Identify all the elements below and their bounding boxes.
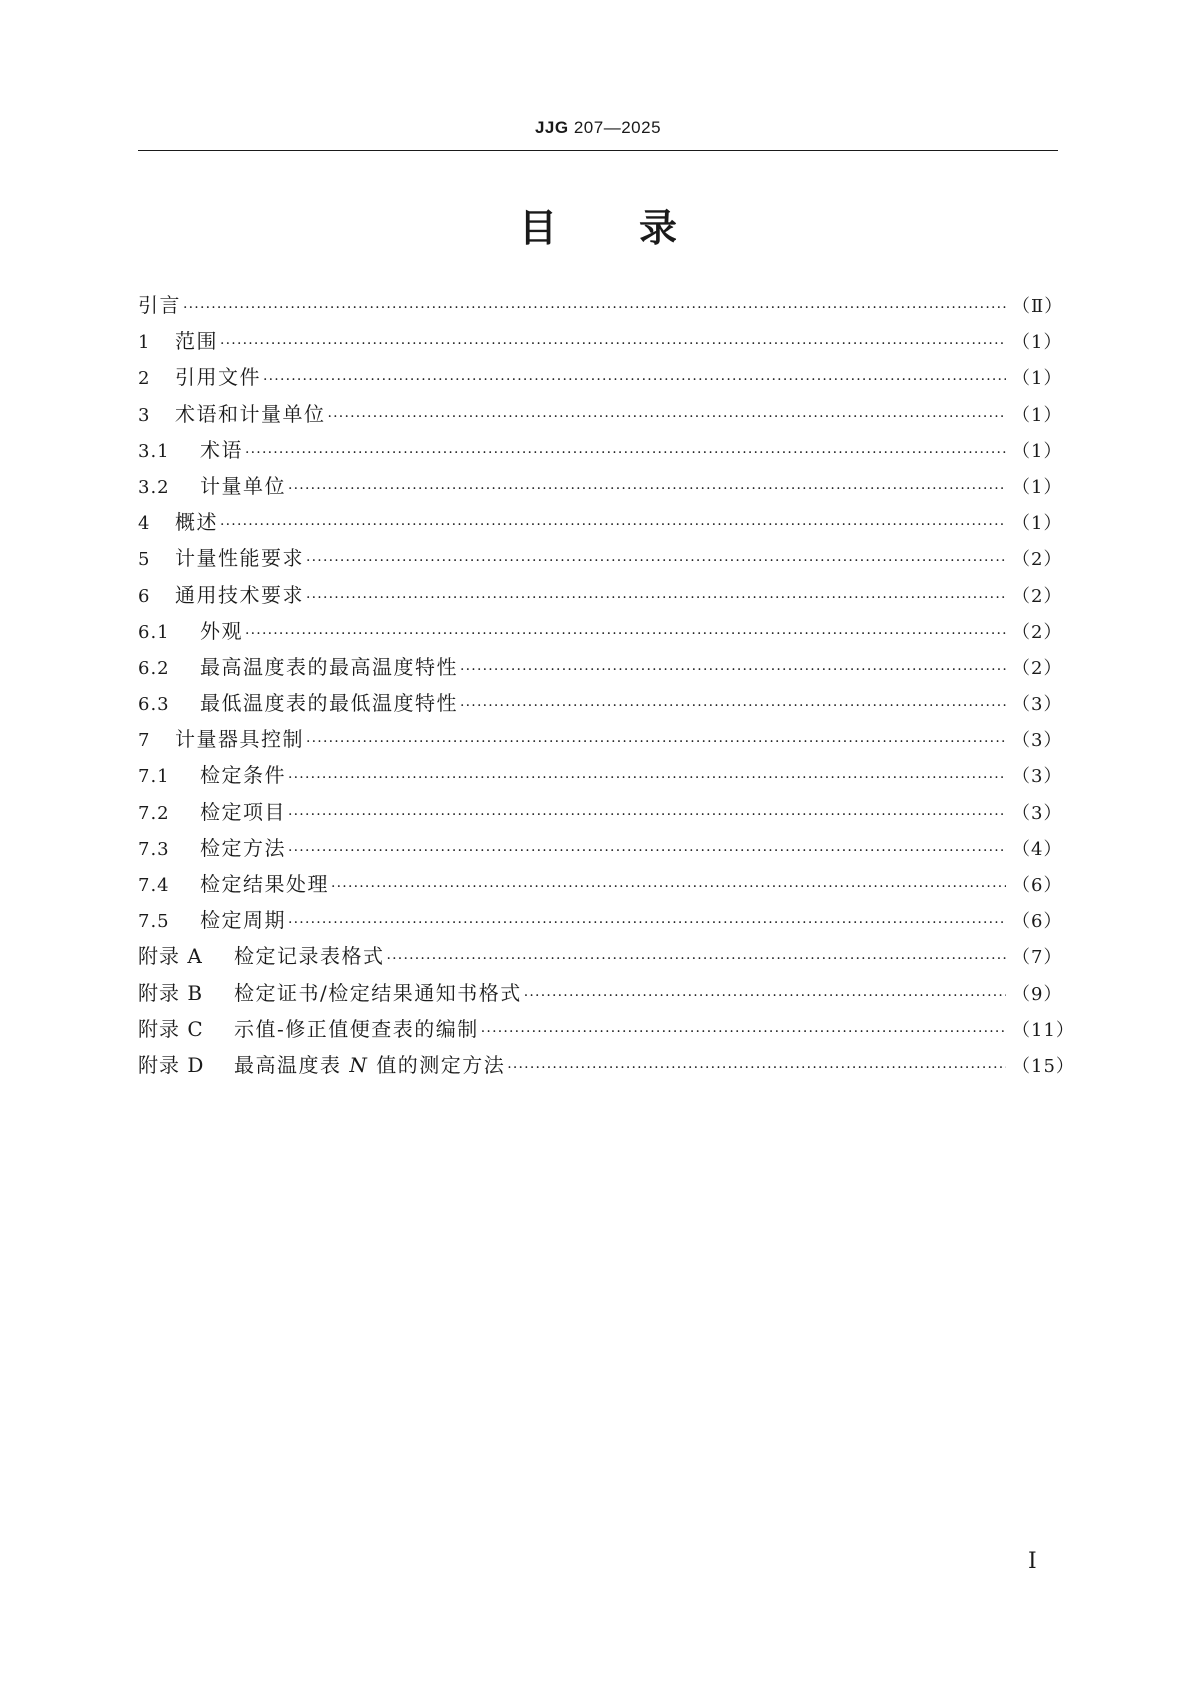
- toc-entry-label: 检定周期: [200, 908, 286, 933]
- toc-entry-page: （1）: [1012, 476, 1063, 498]
- toc-entry-3-2[interactable]: [138, 472, 1063, 508]
- toc-entry-label: 计量单位: [200, 473, 286, 498]
- toc-entry-introduction[interactable]: [138, 291, 1064, 327]
- toc-entry-page: （9）: [1012, 983, 1063, 1005]
- toc-entry-number: 3: [138, 404, 151, 426]
- toc-entry-number: 4: [138, 513, 151, 535]
- header-rule: [138, 150, 1058, 151]
- dot-leader: [524, 982, 1006, 1010]
- toc-entry-number: 7.2: [138, 802, 170, 824]
- toc-entry-page: （3）: [1012, 730, 1063, 752]
- toc-entry-number: 附录 D: [138, 1052, 205, 1077]
- toc-entry-1[interactable]: [138, 327, 1063, 363]
- toc-entry-6-2[interactable]: [138, 653, 1063, 689]
- toc-entry-7-2[interactable]: [138, 798, 1063, 834]
- toc-entry-label: 术语和计量单位: [175, 401, 326, 426]
- toc-entry-number: 1: [138, 332, 151, 354]
- toc-entry-label: 示值-修正值便查表的编制: [234, 1016, 479, 1041]
- dot-leader: [183, 294, 1006, 322]
- toc-entry-number: 7.5: [138, 911, 170, 933]
- toc-entry-7-5[interactable]: [138, 906, 1063, 942]
- dot-leader: [288, 475, 1006, 503]
- toc-entry-number: 3.1: [138, 440, 170, 462]
- standard-prefix: JJG: [534, 118, 569, 137]
- toc-entry-4[interactable]: [138, 508, 1063, 544]
- toc-entry-label: 范围: [175, 329, 218, 354]
- toc-entry-number: 附录 A: [138, 944, 203, 969]
- toc-entry-page: （3）: [1012, 802, 1063, 824]
- toc-entry-page: （15）: [1012, 1055, 1075, 1077]
- dot-leader: [288, 909, 1006, 937]
- dot-leader: [288, 764, 1006, 792]
- dot-leader: [306, 728, 1006, 756]
- toc-entry-label: 外观: [200, 618, 243, 643]
- toc-entry-label: 检定证书/检定结果通知书格式: [234, 980, 522, 1005]
- page-number: Ⅰ: [1028, 1549, 1037, 1574]
- toc-entry-appendix-c[interactable]: [138, 1015, 1075, 1051]
- dot-leader: [288, 837, 1006, 865]
- toc-title-char-1: 目: [518, 206, 557, 250]
- running-header: [138, 118, 1058, 138]
- table-of-contents: [138, 291, 1075, 1087]
- toc-entry-appendix-b[interactable]: [138, 979, 1063, 1015]
- dot-leader: [220, 511, 1006, 539]
- label-part: 最高温度表: [234, 1052, 350, 1077]
- toc-entry-number: 2: [138, 368, 151, 390]
- toc-entry-number: 7: [138, 730, 151, 752]
- dot-leader: [306, 584, 1006, 612]
- dot-leader: [245, 439, 1006, 467]
- toc-entry-7-4[interactable]: [138, 870, 1063, 906]
- toc-entry-page: （2）: [1012, 549, 1063, 571]
- toc-entry-2[interactable]: [138, 363, 1063, 399]
- toc-entry-6[interactable]: [138, 581, 1063, 617]
- toc-entry-label: 概述: [175, 510, 218, 535]
- toc-entry-number: 6: [138, 585, 151, 607]
- toc-entry-page: （1）: [1012, 368, 1063, 390]
- toc-entry-label: 检定项目: [200, 799, 286, 824]
- toc-entry-label: [234, 1051, 505, 1079]
- toc-entry-page: （1）: [1012, 332, 1063, 354]
- toc-entry-label: 计量性能要求: [175, 546, 304, 571]
- toc-entry-label: 计量器具控制: [175, 727, 304, 752]
- toc-entry-label: 检定方法: [200, 835, 286, 860]
- toc-entry-page: （2）: [1012, 621, 1063, 643]
- toc-entry-page: （3）: [1012, 694, 1063, 716]
- toc-entry-page: （11）: [1012, 1019, 1075, 1041]
- toc-entry-label: 引言: [138, 293, 181, 317]
- dot-leader: [387, 945, 1007, 973]
- label-part: 值的测定方法: [368, 1052, 506, 1077]
- dot-leader: [460, 656, 1006, 684]
- toc-entry-appendix-d[interactable]: [138, 1051, 1075, 1087]
- toc-entry-page: （7）: [1012, 947, 1063, 969]
- label-variable: N: [349, 1052, 369, 1077]
- toc-entry-page: （1）: [1012, 513, 1063, 535]
- toc-entry-number: 7.3: [138, 838, 170, 860]
- toc-entry-page: （6）: [1012, 875, 1063, 896]
- toc-entry-number: 6.1: [138, 621, 170, 643]
- toc-entry-3-1[interactable]: [138, 436, 1063, 472]
- toc-entry-page: （6）: [1012, 911, 1063, 933]
- toc-entry-page: （2）: [1012, 585, 1063, 607]
- toc-entry-7-1[interactable]: [138, 761, 1063, 797]
- toc-entry-label: 最低温度表的最低温度特性: [200, 691, 458, 716]
- toc-title: [138, 204, 1058, 252]
- toc-entry-label: 检定记录表格式: [234, 944, 385, 969]
- toc-entry-number: 5: [138, 549, 151, 571]
- toc-entry-6-1[interactable]: [138, 617, 1063, 653]
- toc-entry-6-3[interactable]: [138, 689, 1063, 725]
- toc-entry-page: （4）: [1012, 838, 1063, 860]
- toc-entry-number: 6.2: [138, 657, 170, 679]
- toc-entry-number: 6.3: [138, 694, 170, 716]
- toc-entry-7-3[interactable]: [138, 834, 1063, 870]
- toc-entry-label: 术语: [200, 437, 243, 462]
- toc-entry-label: 引用文件: [175, 365, 261, 390]
- toc-entry-number: 7.4: [138, 875, 170, 896]
- toc-title-char-2: 录: [639, 206, 678, 250]
- dot-leader: [328, 403, 1007, 431]
- toc-entry-3[interactable]: [138, 400, 1063, 436]
- toc-entry-label: 最高温度表的最高温度特性: [200, 654, 458, 679]
- toc-entry-page: （3）: [1012, 766, 1063, 788]
- dot-leader: [263, 366, 1006, 394]
- standard-number: 207—2025: [573, 118, 662, 137]
- toc-entry-page: （2）: [1012, 657, 1063, 679]
- toc-entry-number: 附录 B: [138, 980, 204, 1005]
- toc-entry-number: 3.2: [138, 476, 170, 498]
- dot-leader: [220, 330, 1006, 358]
- toc-entry-label: 通用技术要求: [175, 582, 304, 607]
- toc-entry-number: 附录 C: [138, 1016, 204, 1041]
- toc-entry-page: （1）: [1012, 440, 1063, 462]
- toc-entry-7[interactable]: [138, 725, 1063, 761]
- dot-leader: [288, 801, 1006, 829]
- toc-entry-page: （Ⅱ）: [1012, 296, 1064, 317]
- toc-entry-label: 检定条件: [200, 763, 286, 788]
- dot-leader: [306, 547, 1006, 575]
- toc-entry-number: 7.1: [138, 766, 170, 788]
- dot-leader: [460, 692, 1006, 720]
- dot-leader: [245, 620, 1006, 648]
- toc-entry-page: （1）: [1012, 404, 1063, 426]
- toc-entry-5[interactable]: [138, 544, 1063, 580]
- toc-entry-appendix-a[interactable]: [138, 942, 1063, 978]
- dot-leader: [481, 1018, 1006, 1046]
- toc-entry-label: 检定结果处理: [200, 872, 329, 896]
- dot-leader: [331, 873, 1006, 901]
- dot-leader: [507, 1054, 1006, 1082]
